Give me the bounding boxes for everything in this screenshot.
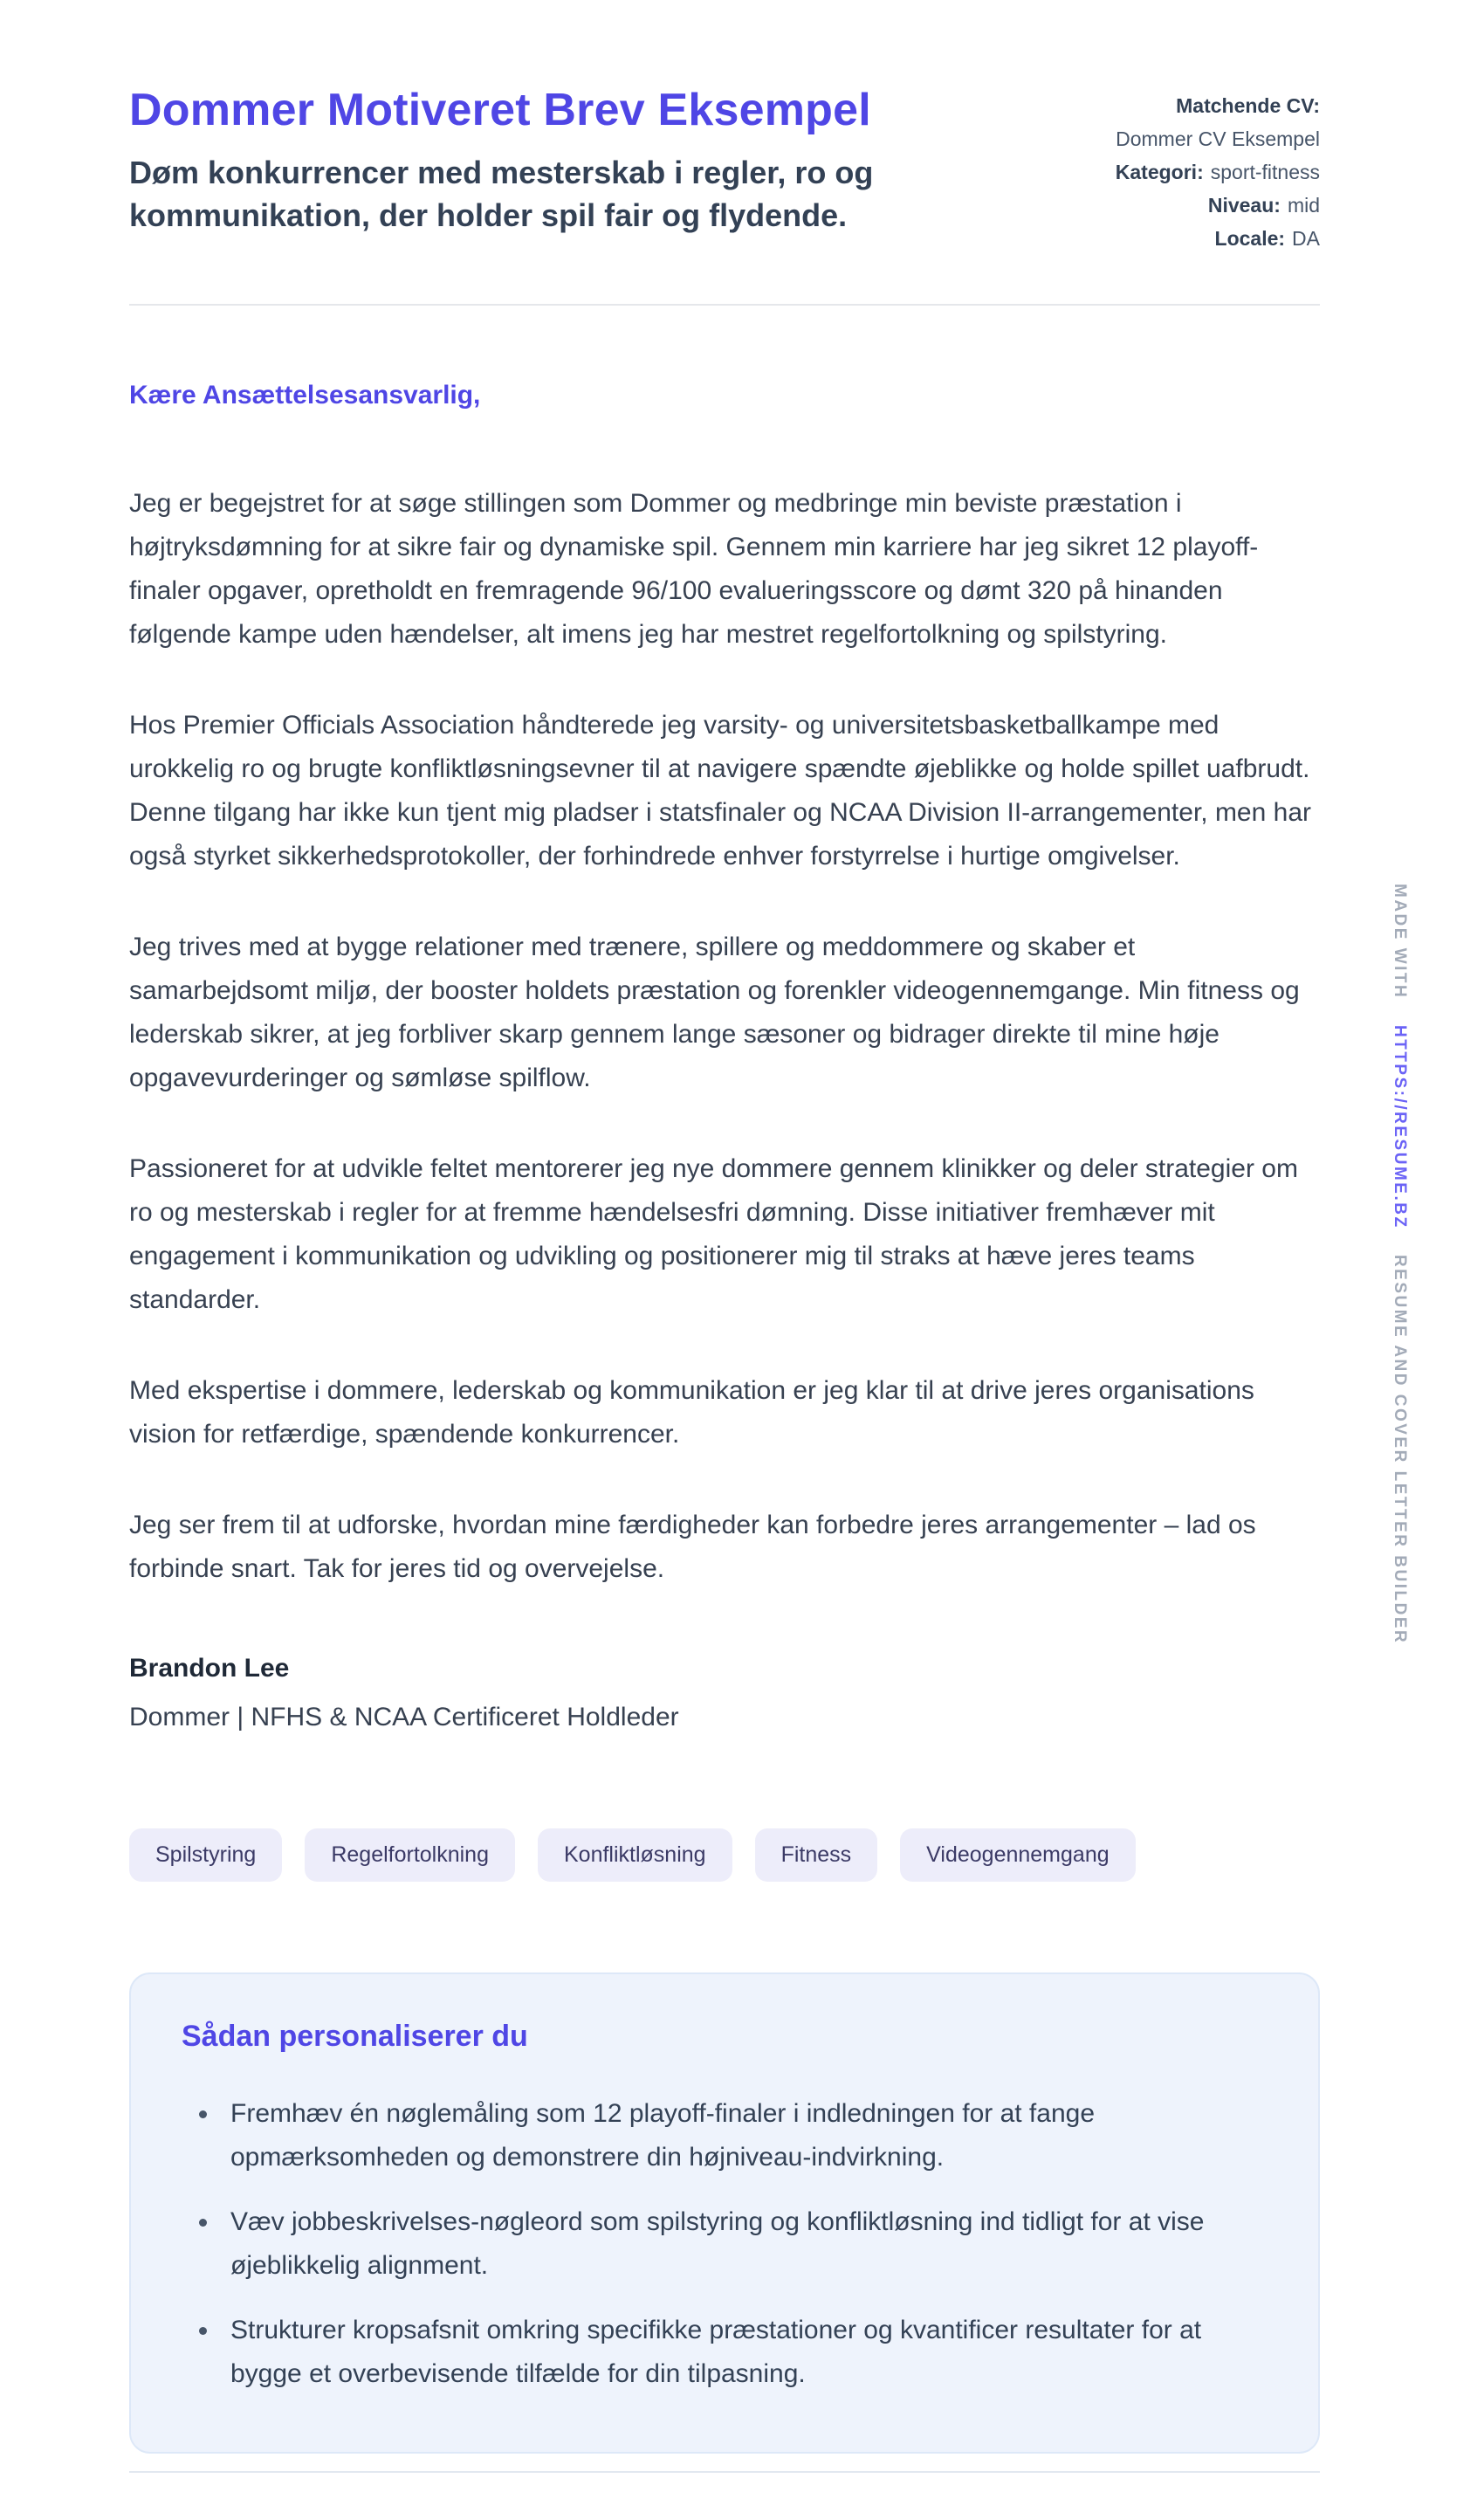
header-divider: [129, 304, 1320, 306]
page-subtitle: Døm konkurrencer med mesterskab i regler, ro og kommunikation, der holder spil fair og flydende.: [129, 155, 874, 233]
meta-value: sport-fitness: [1210, 161, 1320, 183]
meta-level: [1116, 189, 1320, 222]
letter-paragraph: Jeg trives med at bygge relationer med trænere, spillere og meddommere og skaber et samarbejdsomt miljø, der booster holdets præstation og forenkler videogennemgange. Min fitness og lederskab sikrer, at jeg forbliver skarp gennem lange sæsoner og bidrager direkte til mine høje opgavevurderinger og sømløse spilflow.: [129, 933, 1300, 1092]
letter-paragraph: Med ekspertise i dommere, lederskab og kommunikation er jeg klar til at drive jeres organisations vision for retfærdige, spændende konkurrencer.: [129, 1376, 1254, 1449]
document-meta: [1116, 84, 1320, 255]
meta-locale: [1116, 222, 1320, 255]
signature-role: Dommer | NFHS & NCAA Certificeret Holdleder: [129, 1703, 679, 1731]
skill-tag: Spilstyring: [129, 1828, 282, 1882]
skill-tag: Konfliktløsning: [538, 1828, 732, 1882]
meta-value: Dommer CV Eksempel: [1116, 127, 1320, 150]
skill-tag: Fitness: [755, 1828, 878, 1882]
meta-value: DA: [1292, 227, 1320, 250]
tips-card-title: Sådan personaliserer du: [182, 2020, 528, 2053]
meta-label: Matchende CV:: [1176, 94, 1320, 117]
meta-category: [1116, 155, 1320, 189]
page-title: Dommer Motiveret Brev Eksempel: [129, 85, 871, 135]
watermark-prefix: MADE WITH: [1391, 884, 1409, 1000]
skill-tag: Regelfortolkning: [305, 1828, 515, 1882]
meta-label: Kategori:: [1115, 161, 1204, 183]
tip-item: • Strukturer kropsafsnit omkring specifikke præstationer og kvantificer resultater for at bygge et overbevisende tilfælde for din tilpasning.: [220, 2309, 1268, 2396]
meta-label: Locale:: [1214, 227, 1286, 250]
signature-block: [129, 1654, 1320, 1732]
meta-matching-cv: [1116, 89, 1320, 155]
made-with-watermark: [1390, 884, 1409, 1644]
signature-name: Brandon Lee: [129, 1654, 290, 1683]
skill-tags: [129, 1828, 1320, 1882]
tip-item: • Fremhæv én nøglemåling som 12 playoff-finaler i indledningen for at fange opmærksomheden og demonstrere din højniveau-indvirkning.: [220, 2092, 1268, 2179]
watermark-suffix: RESUME AND COVER LETTER BUILDER: [1391, 1254, 1409, 1645]
meta-value: mid: [1287, 194, 1320, 217]
tip-item: • Væv jobbeskrivelses-nøgleord som spilstyring og konfliktløsning ind tidligt for at vise øjeblikkelig alignment.: [220, 2200, 1268, 2288]
header-left: [129, 84, 897, 237]
personalization-tips-card: [129, 1972, 1320, 2454]
cover-letter-body: [129, 381, 1320, 1732]
bottom-divider: [129, 2471, 1320, 2473]
letter-paragraph: Hos Premier Officials Association håndterede jeg varsity- og universitetsbasketballkampe med urokkelig ro og brugte konfliktløsningsevner til at navigere spændte øjeblikke og holde spillet uafbrudt. Denne tilgang har ikke kun tjent mig pladser i statsfinaler og NCAA Division II-arrangementer, men har også styrket sikkerhedsprotokoller, der forhindrede enhver forstyrrelse i hurtige omgivelser.: [129, 711, 1311, 871]
skill-tag: Videogennemgang: [900, 1828, 1135, 1882]
resume-bz-link[interactable]: HTTPS://RESUME.BZ: [1391, 1024, 1409, 1229]
letter-paragraph: Passioneret for at udvikle feltet mentorerer jeg nye dommere gennem klinikker og deler strategier om ro og mesterskab i regler for at fremme hændelsesfri dømning. Disse initiativer fremhæver mit engagement i kommunikation og udvikling og positionerer mig til straks at hæve jeres teams standarder.: [129, 1154, 1298, 1314]
letter-paragraph: Jeg er begejstret for at søge stillingen som Dommer og medbringe min beviste præstation i højtryksdømning for at sikre fair og dynamiske spil. Gennem min karriere har jeg sikret 12 playoff-finaler opgaver, opretholdt en fremragende 96/100 evalueringsscore og dømt 320 på hinanden følgende kampe uden hændelser, alt imens jeg har mestret regelfortolkning og spilstyring.: [129, 489, 1259, 649]
tips-list: [182, 2092, 1268, 2396]
letter-paragraph: Jeg ser frem til at udforske, hvordan mine færdigheder kan forbedre jeres arrangementer – lad os forbinde snart. Tak for jeres tid og overvejelse.: [129, 1511, 1256, 1583]
header: [129, 84, 1320, 255]
meta-label: Niveau:: [1207, 194, 1281, 217]
letter-greeting: Kære Ansættelsesansvarlig,: [129, 381, 481, 410]
